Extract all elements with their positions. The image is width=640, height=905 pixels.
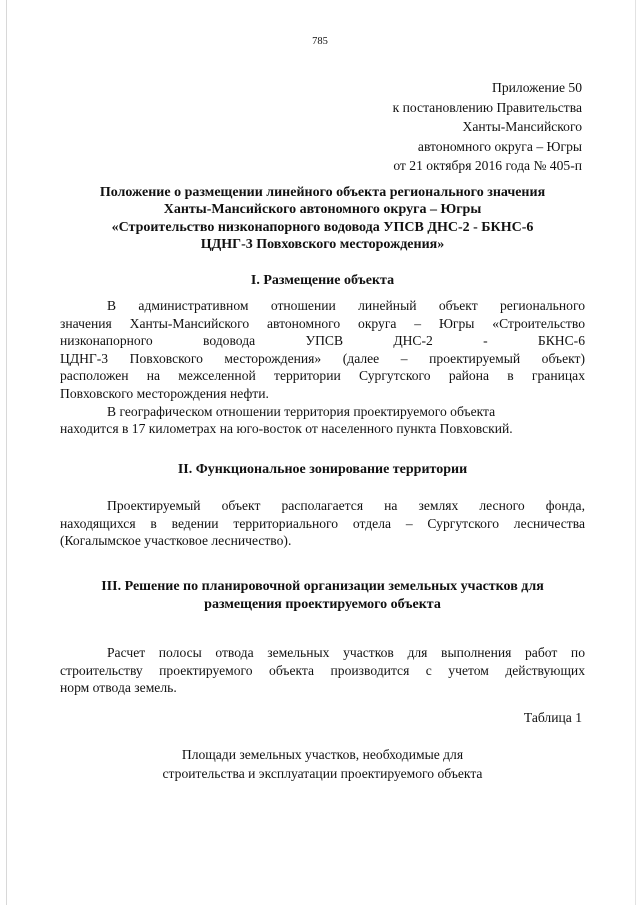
section-1-heading: I. Размещение объекта: [250, 273, 395, 288]
text-line: Расчет полосы отвода земельных участков для выполнения работ по: [107, 645, 585, 660]
appendix-block: [393, 78, 582, 176]
text-line: строительству проектируемого объекта производится с учетом действующих: [60, 662, 585, 678]
section-3-heading: [60, 578, 585, 614]
text-line: находится в 17 километрах на юго-восток от населенного пункта Повховский.: [60, 421, 513, 437]
text-line: В географическом отношении территория проектируемого объекта: [107, 403, 496, 419]
title-line: Ханты-Мансийского автономного округа – Югры: [163, 202, 482, 218]
title-line: «Строительство низконапорного водовода УПСВ ДНС-2 - БКНС-6: [111, 219, 534, 235]
text-line: значения Ханты-Мансийского автономного округа – Югры «Строительство: [60, 315, 585, 331]
document-title: [60, 184, 585, 253]
text-line: Проектируемый объект располагается на землях лесного фонда,: [107, 498, 585, 513]
appendix-line: автономного округа – Югры: [417, 138, 582, 154]
page-number: 785: [312, 36, 328, 47]
title-line: Положение о размещении линейного объекта регионального значения: [99, 185, 546, 200]
table-label: Таблица 1: [523, 710, 582, 725]
section-1-text: [60, 297, 585, 438]
text-line: низконапорного водовода УПСВ ДНС-2 - БКНС-6: [60, 333, 585, 349]
table-caption: [60, 745, 585, 783]
section-2-heading: II. Функциональное зонирование территории: [177, 462, 468, 477]
text-line: Повховского месторождения нефти.: [60, 385, 269, 401]
section-3-text: [60, 644, 585, 697]
scan-edge-right: [635, 0, 636, 905]
text-line: (Когалымское участковое лесничество).: [60, 533, 292, 549]
appendix-line: Приложение 50: [492, 80, 582, 95]
heading-line: III. Решение по планировочной организации земельных участков для: [101, 579, 544, 594]
text-line: В административном отношении линейный объект регионального: [107, 298, 585, 313]
text-line: находящихся в ведении территориального отдела – Сургутского лесничества: [60, 515, 585, 531]
title-line: ЦДНГ-3 Повховского месторождения»: [200, 236, 445, 252]
caption-line: Площади земельных участков, необходимые для: [181, 747, 464, 762]
caption-line: строительства и эксплуатации проектируемого объекта: [162, 766, 483, 781]
text-line: расположен на межселенной территории Сургутского района в границах: [60, 368, 585, 384]
appendix-line: Ханты-Мансийского: [462, 119, 582, 134]
heading-line: размещения проектируемого объекта: [204, 597, 441, 612]
text-line: ЦДНГ-3 Повховского месторождения» (далее – проектируемый объект): [60, 350, 585, 366]
section-2-text: [60, 497, 585, 550]
text-line: норм отвода земель.: [60, 680, 177, 696]
appendix-line: от 21 октября 2016 года № 405-п: [393, 158, 582, 173]
appendix-line: к постановлению Правительства: [392, 99, 582, 115]
scan-edge-left: [6, 0, 7, 905]
